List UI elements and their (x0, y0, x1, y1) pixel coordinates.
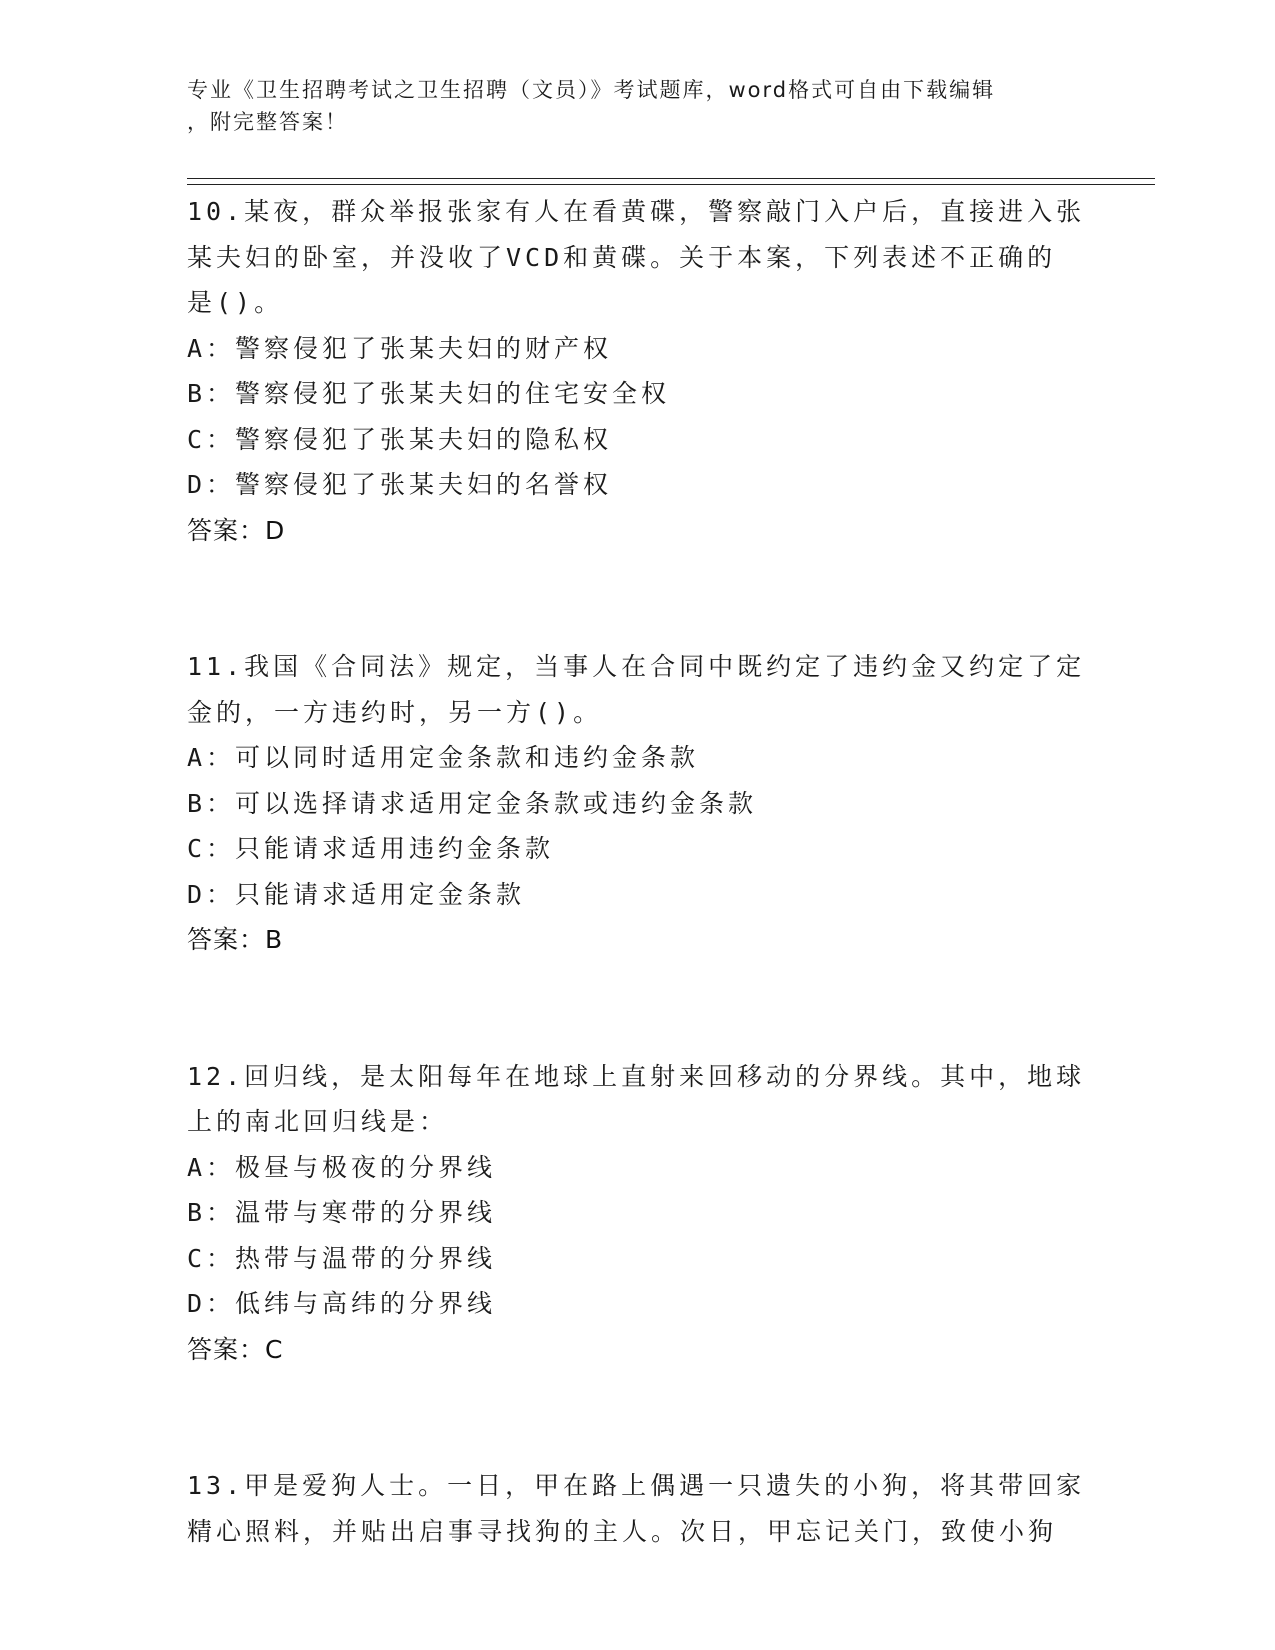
option-c: C：热带与温带的分界线 (187, 1243, 497, 1273)
question-text-line: 12.回归线，是太阳每年在地球上直射来回移动的分界线。其中，地球 (187, 1061, 1086, 1091)
option-b: B：温带与寒带的分界线 (187, 1198, 497, 1227)
option-c: C：警察侵犯了张某夫妇的隐私权 (187, 424, 613, 454)
header-line-2: ，附完整答案！ (187, 110, 348, 134)
option-c: C：只能请求适用违约金条款 (187, 834, 555, 863)
question-gap (187, 553, 1087, 644)
question-text-line: 10.某夜，群众举报张家有人在看黄碟，警察敲门入户后，直接进入张 (187, 197, 1086, 226)
answer: 答案：D (187, 515, 286, 545)
document-header (187, 74, 1067, 138)
question-text-line: 上的南北回归线是： (187, 1107, 449, 1136)
answer: 答案：C (187, 1334, 284, 1364)
question-text-line: 是()。 (187, 288, 284, 317)
question-gap (187, 963, 1087, 1054)
question-10 (187, 189, 1087, 553)
header-line-1: 专业《卫生招聘考试之卫生招聘（文员）》考试题库，word格式可自由下载编辑 (187, 78, 996, 102)
question-13 (187, 1463, 1087, 1554)
question-text-line: 金的，一方违约时，另一方()。 (187, 697, 603, 727)
question-text-line: 11.我国《合同法》规定，当事人在合同中既约定了违约金又约定了定 (187, 652, 1086, 681)
header-rule-top (187, 178, 1155, 179)
option-a: A：警察侵犯了张某夫妇的财产权 (187, 333, 613, 363)
question-12 (187, 1054, 1087, 1373)
question-text-line: 某夫妇的卧室，并没收了VCD和黄碟。关于本案，下列表述不正确的 (187, 242, 1057, 272)
option-a: A：可以同时适用定金条款和违约金条款 (187, 743, 700, 772)
question-text-line: 13.甲是爱狗人士。一日，甲在路上偶遇一只遗失的小狗，将其带回家 (187, 1471, 1086, 1500)
question-text-line: 精心照料，并贴出启事寻找狗的主人。次日，甲忘记关门，致使小狗 (187, 1516, 1058, 1546)
option-d: D：只能请求适用定金条款 (187, 879, 526, 909)
question-gap (187, 1372, 1087, 1463)
answer: 答案：B (187, 925, 284, 954)
question-11 (187, 644, 1087, 963)
question-list (187, 189, 1087, 1554)
option-d: D：低纬与高纬的分界线 (187, 1289, 497, 1318)
option-a: A：极昼与极夜的分界线 (187, 1152, 497, 1182)
header-rule-bottom (187, 184, 1155, 185)
option-b: B：警察侵犯了张某夫妇的住宅安全权 (187, 379, 671, 408)
option-b: B：可以选择请求适用定金条款或违约金条款 (187, 788, 758, 818)
option-d: D：警察侵犯了张某夫妇的名誉权 (187, 470, 613, 499)
